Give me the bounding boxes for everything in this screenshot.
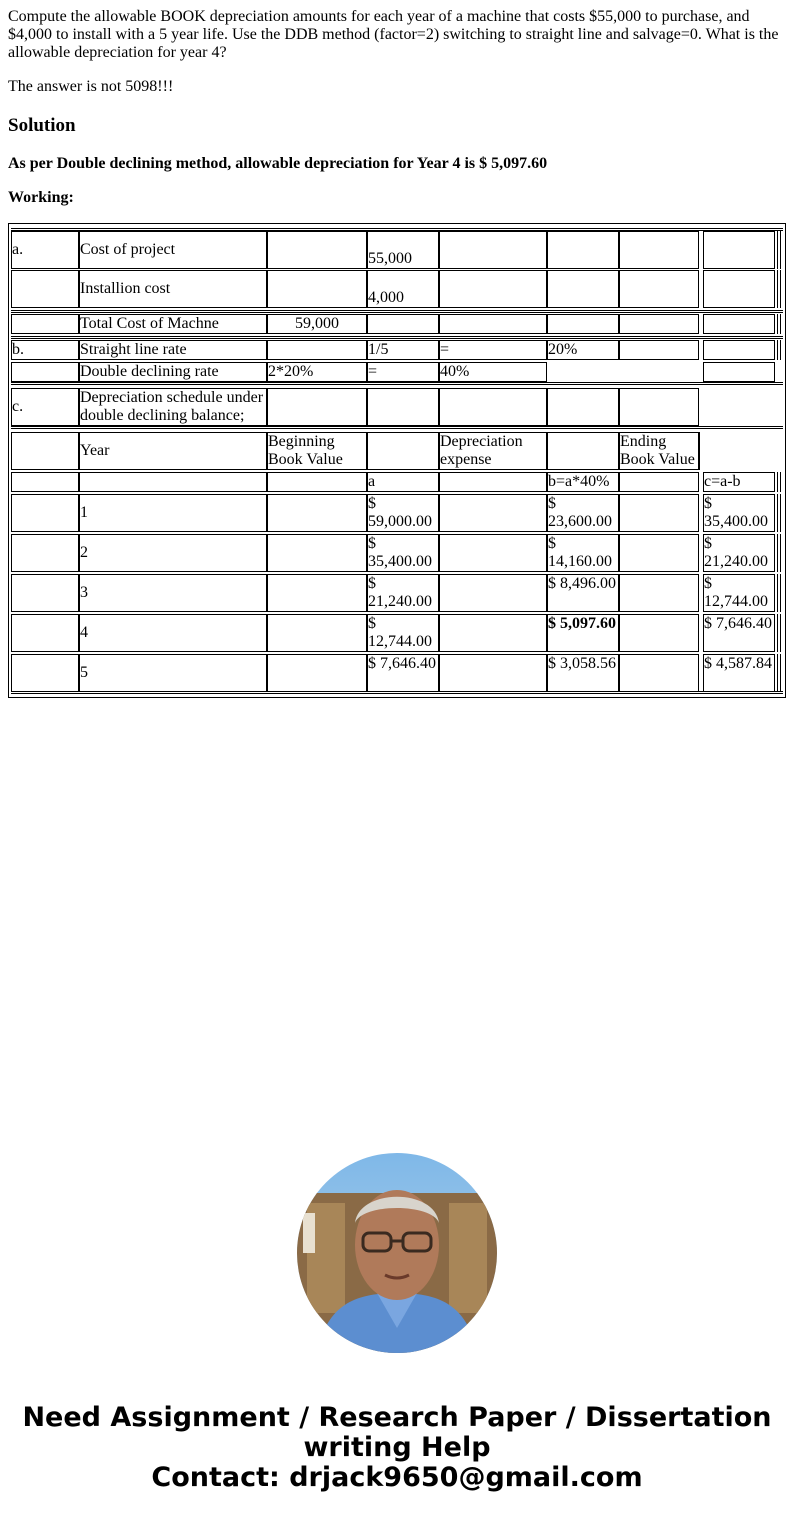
row-5-dep: $ 3,058.56	[547, 654, 619, 692]
table-cell	[619, 654, 699, 692]
label-a: a.	[11, 231, 79, 269]
row-4-begin: $ 12,744.00	[367, 614, 439, 652]
header-year: Year	[79, 432, 267, 470]
row-3-begin: $ 21,240.00	[367, 574, 439, 612]
row-3-end: $ 12,744.00	[703, 574, 775, 612]
row-1-year: 1	[79, 494, 267, 532]
table-cell	[619, 614, 699, 652]
install-cost-label: Installion cost	[79, 270, 267, 308]
table-cell	[267, 614, 367, 652]
row-2-end: $ 21,240.00	[703, 534, 775, 572]
table-cell	[11, 654, 79, 692]
question-text: Compute the allowable BOOK depreciation amounts for each year of a machine that costs $55,000 to purchase, and $4,000 to install with a 5 year life. Use the DDB method (factor=2) switching to straight line and salvage=0. What is the allowable depreciation for year 4?	[8, 8, 779, 61]
row-2-dep: $ 14,160.00	[547, 534, 619, 572]
solution-heading: Solution	[8, 115, 76, 136]
label-c: c.	[11, 388, 79, 426]
double-declining-percent: 40%	[439, 362, 547, 382]
table-cell	[439, 574, 547, 612]
table-cell	[619, 494, 699, 532]
row-5-end: $ 4,587.84	[703, 654, 775, 692]
table-cell	[619, 574, 699, 612]
table-cell	[267, 574, 367, 612]
total-cost-value: 59,000	[267, 314, 367, 334]
equals-sign: =	[367, 362, 439, 382]
row-5-begin: $ 7,646.40	[367, 654, 439, 692]
row-3-dep: $ 8,496.00	[547, 574, 619, 612]
promo-line-1: Need Assignment / Research Paper / Dissertation	[22, 1402, 772, 1433]
straight-line-rate-label: Straight line rate	[79, 340, 267, 360]
straight-line-percent: 20%	[547, 340, 619, 360]
table-cell	[439, 654, 547, 692]
row-4-end: $ 7,646.40	[703, 614, 775, 652]
row-1-dep: $ 23,600.00	[547, 494, 619, 532]
note-text: The answer is not 5098!!!	[8, 78, 174, 95]
table-cell	[267, 534, 367, 572]
promo-line-2: writing Help	[303, 1432, 491, 1463]
double-declining-rate-label: Double declining rate	[79, 362, 267, 382]
depreciation-table	[8, 223, 786, 698]
table-cell	[11, 574, 79, 612]
promo-banner	[0, 1403, 794, 1493]
row-4-dep: $ 5,097.60	[547, 614, 619, 652]
row-2-year: 2	[79, 534, 267, 572]
row-1-end: $ 35,400.00	[703, 494, 775, 532]
cost-of-project-value: 55,000	[367, 231, 439, 269]
formula-b: b=a*40%	[547, 472, 619, 492]
table-cell	[439, 614, 547, 652]
install-cost-value: 4,000	[367, 270, 439, 308]
promo-contact: Contact: drjack9650@gmail.com	[151, 1462, 643, 1493]
total-cost-label: Total Cost of Machne	[79, 314, 267, 334]
table-cell	[11, 614, 79, 652]
answer-line: As per Double declining method, allowable depreciation for Year 4 is $ 5,097.60	[8, 155, 548, 172]
table-cell	[267, 654, 367, 692]
table-cell	[11, 534, 79, 572]
equals-sign: =	[439, 340, 547, 360]
row-5-year: 5	[79, 654, 267, 692]
header-ending-book-value: Ending Book Value	[619, 432, 699, 470]
header-beginning-book-value: Beginning Book Value	[267, 432, 367, 470]
schedule-title: Depreciation schedule under double declining balance;	[79, 388, 267, 426]
formula-c: c=a-b	[703, 472, 775, 492]
row-4-year: 4	[79, 614, 267, 652]
row-2-begin: $ 35,400.00	[367, 534, 439, 572]
double-declining-formula: 2*20%	[267, 362, 367, 382]
table-cell	[11, 494, 79, 532]
table-cell	[439, 494, 547, 532]
row-1-begin: $ 59,000.00	[367, 494, 439, 532]
row-3-year: 3	[79, 574, 267, 612]
label-b: b.	[11, 340, 79, 360]
straight-line-fraction: 1/5	[367, 340, 439, 360]
formula-a: a	[367, 472, 439, 492]
table-cell	[267, 494, 367, 532]
table-cell	[619, 534, 699, 572]
working-label: Working:	[8, 189, 74, 206]
table-cell	[439, 534, 547, 572]
author-avatar	[297, 1153, 497, 1353]
cost-of-project-label: Cost of project	[79, 231, 267, 269]
header-depreciation-expense: Depreciation expense	[439, 432, 547, 470]
